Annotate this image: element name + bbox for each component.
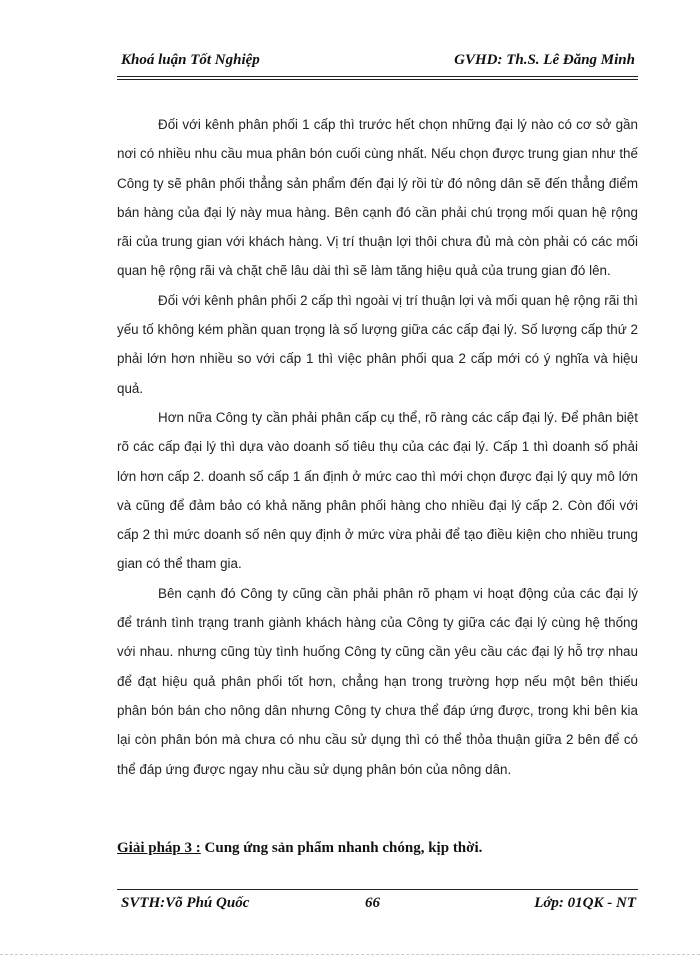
page-edge-divider xyxy=(0,954,700,955)
page-number: 66 xyxy=(365,895,380,911)
paragraph-1: Đối với kênh phân phối 1 cấp thì trước hết chọn những đại lý nào có cơ sở gần nơi có nhiều nhu cầu mua phân bón cuối cùng nhất. Nếu chọn được trung gian như thế Công ty sẽ phân phối thẳng sản phẩm đến đại lý rồi từ đó nông dân sẽ đến thẳng điểm bán hàng của đại lý này mua hàng. Bên cạnh đó cần phải chú trọng mối quan hệ rộng rãi của trung gian với khách hàng. Vị trí thuận lợi thôi chưa đủ mà còn phải có các mối quan hệ rộng rãi và chặt chẽ lâu dài thì sẽ làm tăng hiệu quả của trung gian đó lên. xyxy=(117,117,638,279)
page-footer xyxy=(117,895,638,917)
body-text xyxy=(117,110,638,784)
footer-class: Lớp: 01QK - NT xyxy=(534,895,636,911)
header-advisor: GVHD: Th.S. Lê Đăng Minh xyxy=(454,52,635,68)
heading-label: Giải pháp 3 : xyxy=(117,840,201,856)
paragraph-4: Bên cạnh đó Công ty cũng cần phải phân rõ phạm vi hoạt động của các đại lý để tránh tình trạng tranh giành khách hàng của Công ty giữa các đại lý cùng hệ thống với nhau. nhưng cũng tùy tình huống Công ty cũng cần yêu cầu các đại lý hỗ trợ nhau để đạt hiệu quả phân phối tốt hơn, chẳng hạn trong trường hợp nếu một bên thiếu phân bón bán cho nông dân nhưng Công ty chưa thể đáp ứng được, trong khi bên kia lại còn phân bón mà chưa có nhu cầu sử dụng thì có thể thỏa thuận giữa 2 bên để có thể đáp ứng được ngay nhu cầu sử dụng phân bón của nông dân. xyxy=(117,585,638,777)
paragraph-2: Đối với kênh phân phối 2 cấp thì ngoài vị trí thuận lợi và mối quan hệ rộng rãi thì yếu tố không kém phần quan trọng là số lượng giữa các cấp đại lý. Số lượng cấp thứ 2 phải lớn hơn nhiều so với cấp 1 thì việc phân phối qua 2 cấp mới có ý nghĩa và hiệu quả. xyxy=(117,292,638,396)
footer-rule xyxy=(117,889,638,890)
footer-student: SVTH:Võ Phú Quốc xyxy=(121,895,250,911)
section-heading xyxy=(117,840,638,857)
page-header xyxy=(117,50,637,74)
header-thesis-title: Khoá luận Tốt Nghiệp xyxy=(121,52,260,68)
header-rule xyxy=(117,76,638,80)
paragraph-3: Hơn nữa Công ty cần phải phân cấp cụ thể, rõ ràng các cấp đại lý. Để phân biệt rõ các cấp đại lý thì dựa vào doanh số tiêu thụ của các đại lý. Cấp 1 thì doanh số phải lớn hơn cấp 2. doanh số cấp 1 ấn định ở mức cao thì mới chọn được đại lý quy mô lớn và cũng để đảm bảo có khả năng phân phối hàng cho nhiều đại lý cấp 2. Còn đối với cấp 2 thì mức doanh số nên quy định ở mức vừa phải để tạo điều kiện cho nhiều trung gian có thể tham gia. xyxy=(117,409,638,572)
heading-text: Cung ứng sản phẩm nhanh chóng, kịp thời. xyxy=(200,840,483,856)
